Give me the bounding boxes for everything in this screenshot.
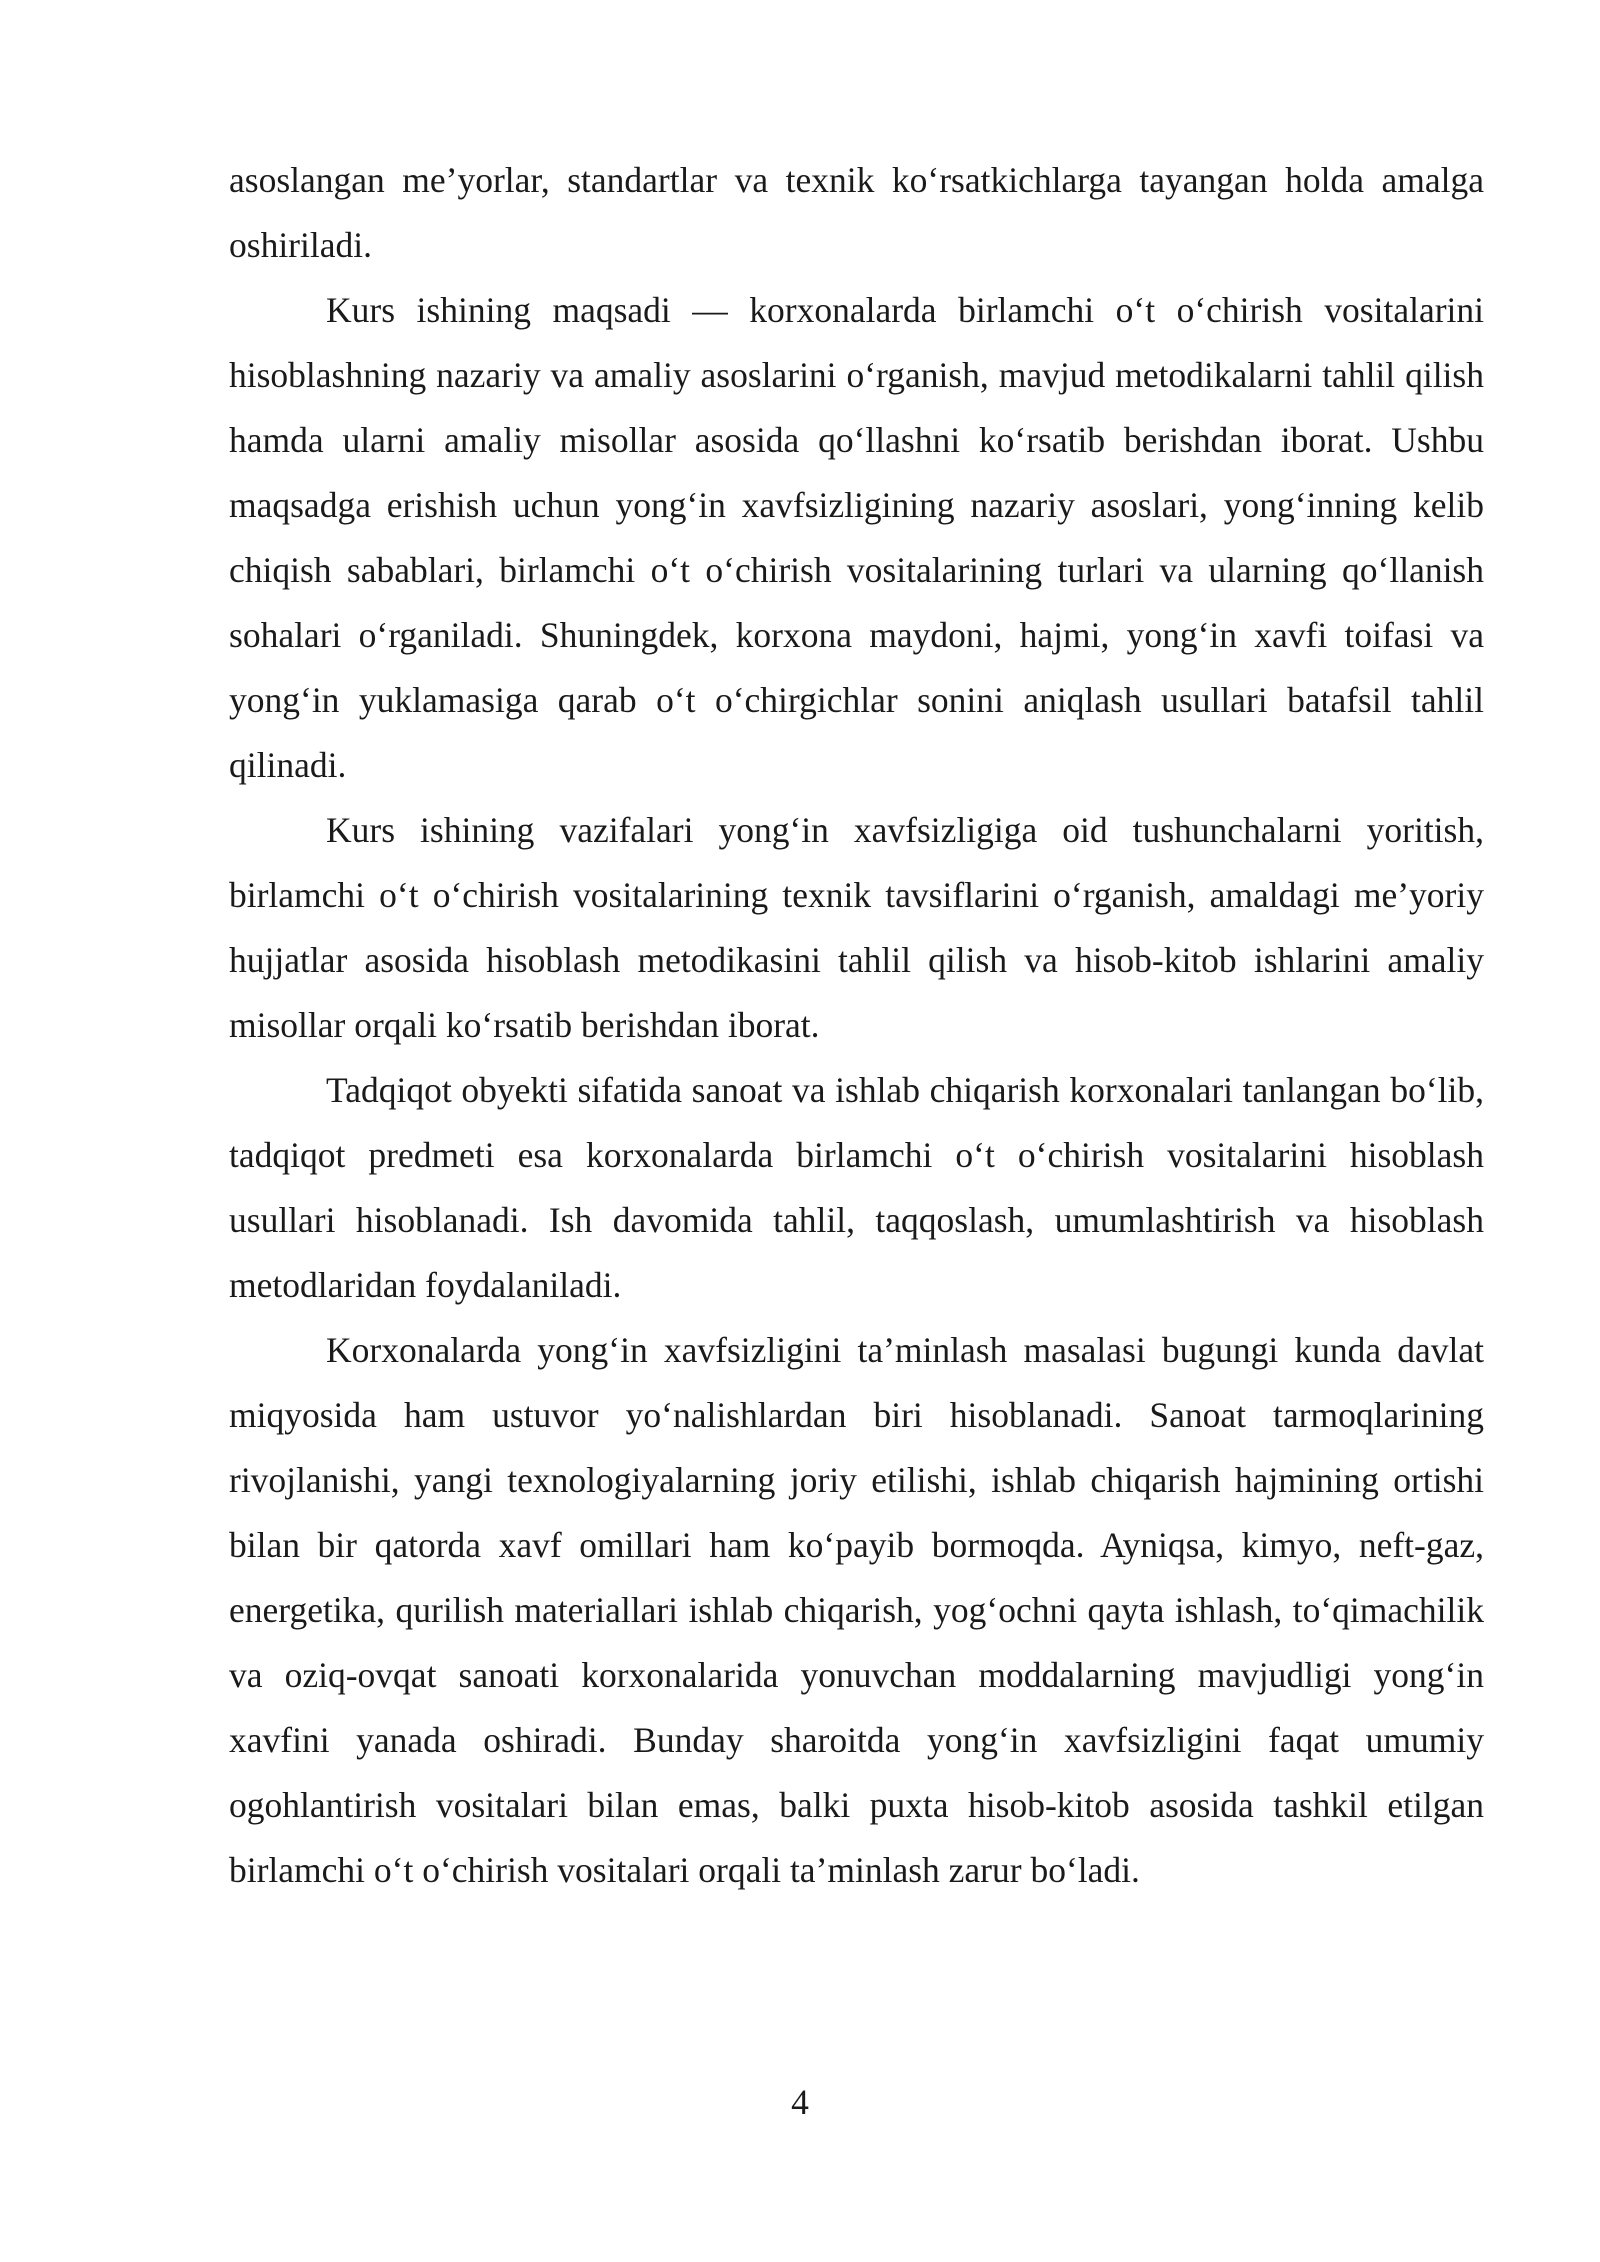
- page-number: 4: [791, 2082, 809, 2122]
- paragraph-course-tasks: Kurs ishining vazifalari yong‘in xavfsizligiga oid tushunchalarni yoritish, birlamchi o‘t o‘chirish vositalarining texnik tavsiflarini o‘rganish, amaldagi me’yoriy hujjatlar asosida hisoblash metodikasini tahlil qilish va hisob-kitob ishlarini amaliy misollar orqali ko‘rsatib berishdan iborat.: [229, 810, 1484, 1045]
- paragraph-fire-safety-relevance: Korxonalarda yong‘in xavfsizligini ta’minlash masalasi bugungi kunda davlat miqyosida ham ustuvor yo‘nalishlardan biri hisoblanadi. Sanoat tarmoqlarining rivojlanishi, yangi texnologiyalarning joriy etilishi, ishlab chiqarish hajmining ortishi bilan bir qatorda xavf omillari ham ko‘payib bormoqda. Ayniqsa, kimyo, neft-gaz, energetika, qurilish materiallari ishlab chiqarish, yog‘ochni qayta ishlash, to‘qimachilik va oziq-ovqat sanoati korxonalarida yonuvchan moddalarning mavjudligi yong‘in xavfini yanada oshiradi. Bunday sharoitda yong‘in xavfsizligini faqat umumiy ogohlantirish vositalari bilan emas, balki puxta hisob-kitob asosida tashkil etilgan birlamchi o‘t o‘chirish vositalari orqali ta’minlash zarur bo‘ladi.: [229, 1330, 1484, 1890]
- paragraph-continuation: asoslangan me’yorlar, standartlar va texnik ko‘rsatkichlarga tayangan holda amalga oshiriladi.: [229, 160, 1484, 265]
- paragraph-course-goal: Kurs ishining maqsadi — korxonalarda birlamchi o‘t o‘chirish vositalarini hisoblashning nazariy va amaliy asoslarini o‘rganish, mavjud metodikalarni tahlil qilish hamda ularni amaliy misollar asosida qo‘llashni ko‘rsatib berishdan iborat. Ushbu maqsadga erishish uchun yong‘in xavfsizligining nazariy asoslari, yong‘inning kelib chiqish sabablari, birlamchi o‘t o‘chirish vositalarining turlari va ularning qo‘llanish sohalari o‘rganiladi. Shuningdek, korxona maydoni, hajmi, yong‘in xavfi toifasi va yong‘in yuklamasiga qarab o‘t o‘chirgichlar sonini aniqlash usullari batafsil tahlil qilinadi.: [229, 290, 1484, 785]
- paragraph-research-object: Tadqiqot obyekti sifatida sanoat va ishlab chiqarish korxonalari tanlangan bo‘lib, tadqiqot predmeti esa korxonalarda birlamchi o‘t o‘chirish vositalarini hisoblash usullari hisoblanadi. Ish davomida tahlil, taqqoslash, umumlashtirish va hisoblash metodlaridan foydalaniladi.: [229, 1070, 1484, 1305]
- document-body: [229, 148, 1484, 1903]
